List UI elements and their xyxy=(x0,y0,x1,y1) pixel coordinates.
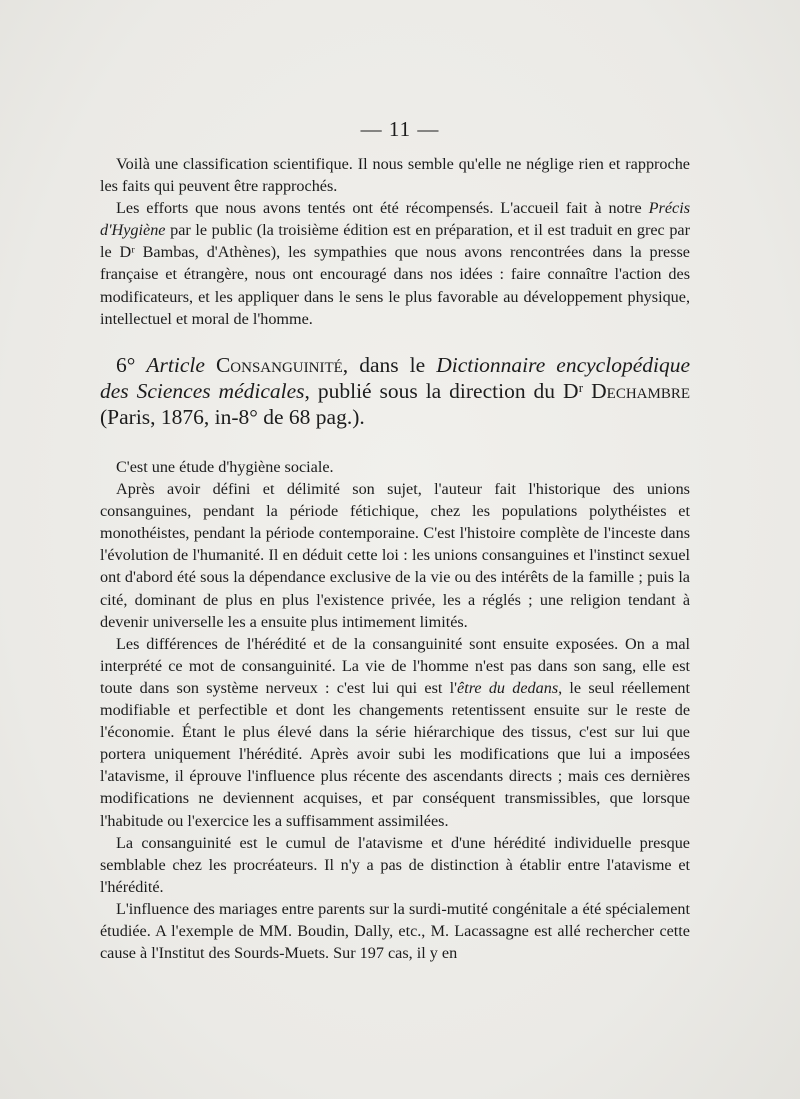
dictionary-title: Dictionnaire encyclopédique des Sciences médicales xyxy=(100,353,690,403)
article-number: 6° xyxy=(116,353,147,377)
summary-paragraph-4: La consanguinité est le cumul de l'atavisme et d'une hérédité individuelle presque semblable chez les procréateurs. Il n'y a pas de distinction à établir entre l'atavisme et l'hérédité. xyxy=(100,833,690,896)
summary-paragraph-2: Après avoir défini et délimité son sujet, l'auteur fait l'historique des unions consanguines, pendant la période fétichique, chez les populations polythéistes et monothéistes, pendant la période contemporaine. C'est l'histoire complète de l'inceste dans l'évolution de l'humanité. Il en déduit cette loi : les unions consanguines et l'instinct sexuel ont d'abord été sous la dépendance exclusive de la vie ou des intérêts de la famille ; puis la cité, dominant de plus en plus l'existence privée, les a réglés ; une religion tendant à devenir universelle les a ensuite plus intimement limités. xyxy=(100,480,690,631)
article-connector: , dans le xyxy=(342,353,437,377)
page-number: — 11 — xyxy=(360,117,440,141)
article-title: Consanguinité xyxy=(215,353,343,377)
summary-paragraph-1: C'est une étude d'hygiène sociale. xyxy=(116,458,334,476)
italic-phrase: être du dedans xyxy=(457,678,559,697)
article-summary xyxy=(100,456,690,964)
article-heading xyxy=(100,352,690,430)
intro-section xyxy=(100,153,690,330)
article-publication: , publié sous la direction du Dʳ xyxy=(304,379,592,403)
article-editor: Dechambre xyxy=(591,379,690,403)
article-details: (Paris, 1876, in-8° de 68 pag.). xyxy=(100,405,365,429)
summary-paragraph-3-end: , le seul réellement modifiable et perfectible et dont les changements retentissent ensuite sur le reste de l'économie. Étant le plus élevé dans la série hiérarchique des tissus, c'est sur lui que portera uniquement l'hérédité. Après avoir subi les modifications que lui a imposées l'atavisme, il éprouve l'influence plus récente des ascendants directs ; mais ces dernières modifications ne deviennent acquises, et par conséquent transmissibles, que lorsque l'habitude ou l'exercice les a suffisamment assimilées. xyxy=(100,678,690,830)
summary-paragraph-5: L'influence des mariages entre parents sur la surdi-mutité congénitale a été spécialement étudiée. A l'exemple de MM. Boudin, Dally, etc., M. Lacassagne est allé rechercher cette cause à l'Institut des Sourds-Muets. Sur 197 cas, il y en xyxy=(100,899,690,963)
intro-paragraph-2-end: par le public (la troisième édition est en préparation, et il est traduit en grec par le Dʳ Bambas, d'Athènes), les sympathies que nous avons rencontrées dans la presse française et étrangère, nous ont encouragé dans nos idées : faire connaître l'action des modificateurs, et les appliquer dans le sens le plus favorable au développement physique, intellectuel et moral de l'homme. xyxy=(100,221,690,328)
intro-paragraph-1: Voilà une classification scientifique. Il nous semble qu'elle ne néglige rien et rapproche les faits qui peuvent être rapprochés. xyxy=(100,155,690,196)
book-title-precis: Précis d'Hygiène xyxy=(100,199,690,240)
summary-paragraph-3-start: Les différences de l'hérédité et de la consanguinité sont ensuite exposées. On a mal interprété ce mot de consanguinité. La vie de l'homme n'est pas dans son sang, elle est toute dans son système nerveux : c'est lui qui est l' xyxy=(100,634,690,697)
intro-paragraph-2 xyxy=(100,197,690,330)
summary-paragraph-3 xyxy=(100,633,690,832)
intro-paragraph-2-start: Les efforts que nous avons tentés ont été récompensés. L'accueil fait à notre xyxy=(116,199,649,218)
article-label: Article xyxy=(146,353,205,377)
article-entry xyxy=(100,352,690,430)
